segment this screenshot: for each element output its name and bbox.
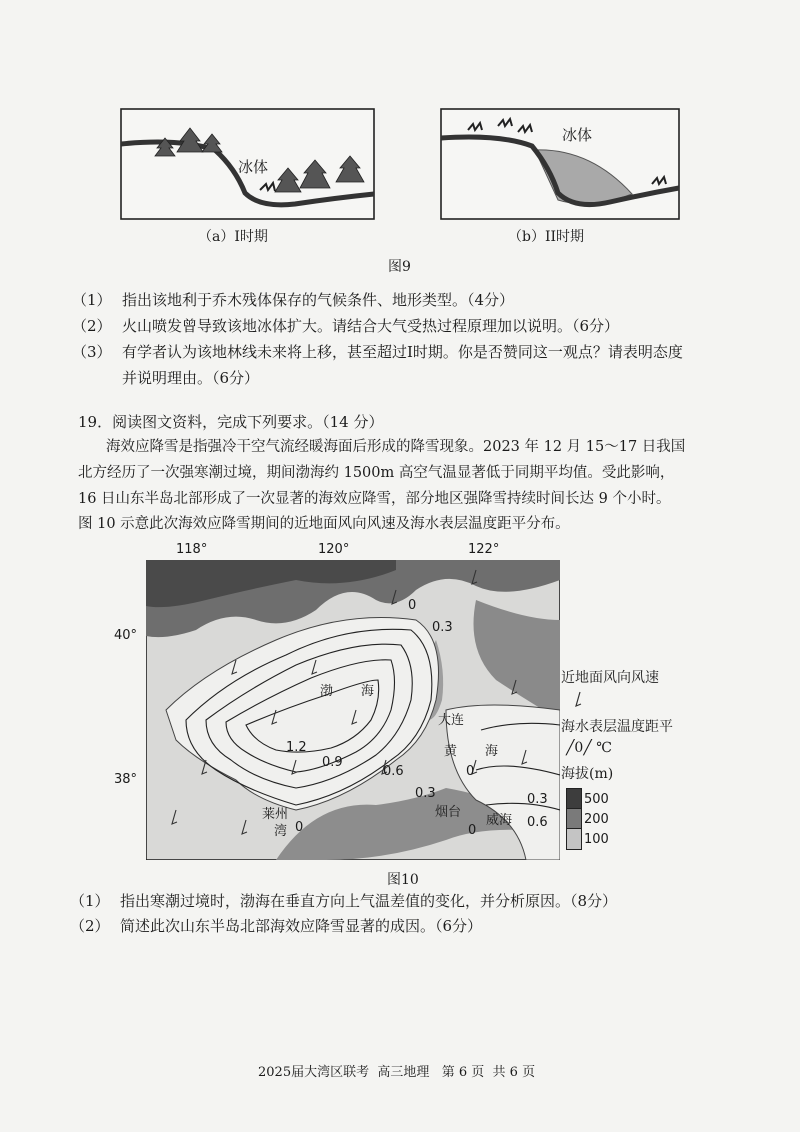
panel-b-diagram [440, 108, 680, 220]
q18-item-2-num: （2） [72, 317, 112, 335]
q18-item-1-text: 指出该地利于乔木残体保存的气候条件、地形类型。（4分） [122, 291, 515, 309]
lon-label-122: 122° [468, 542, 500, 557]
q18-item-1-num: （1） [72, 291, 112, 309]
place-laizhou: 莱州 [262, 807, 289, 822]
place-bo: 渤 [320, 684, 334, 699]
contour-label-03-east: 0.3 [527, 792, 548, 807]
figure9-panel-a [120, 108, 375, 220]
panel-a-caption: （a）I时期 [198, 229, 268, 245]
contour-label-0-yellow: 0 [466, 764, 475, 779]
q18-item-3-num: （3） [72, 343, 112, 361]
lon-label-118: 118° [176, 542, 208, 557]
contour-label-06-east: 0.6 [527, 815, 548, 830]
contour-label-09: 0.9 [322, 755, 343, 770]
figure9-title: 图9 [388, 259, 411, 275]
q19-line-4: 图 10 示意此次海效应降雪期间的近地面风向风速及海水表层温度距平分布。 [78, 516, 570, 532]
contour-label-0-north: 0 [408, 598, 417, 613]
contour-label-0-south: 0 [295, 820, 304, 835]
legend-elev-title: 海拔(m) [561, 766, 614, 782]
q19-line-3: 16 日山东半岛北部形成了一次显著的海效应降雪，部分地区强降雪持续时间长达 9 个小时。 [78, 491, 671, 507]
figure9-panel-b [440, 108, 680, 220]
place-dalian: 大连 [438, 713, 465, 728]
q19-item-1-text: 指出寒潮过境时，渤海在垂直方向上气温差值的变化，并分析原因。（8分） [120, 892, 618, 910]
legend-wind: 近地面风向风速 [561, 670, 659, 686]
figure10-title: 图10 [387, 872, 419, 888]
q19-item-1-num: （1） [70, 892, 110, 910]
lat-label-38: 38° [114, 772, 138, 787]
q19-item-2-text: 简述此次山东半岛北部海效应降雪显著的成因。（6分） [120, 917, 483, 935]
q19-line-2: 北方经历了一次强寒潮过境，期间渤海约 1500m 高空气温显著低于同期平均值。受此影响， [78, 465, 675, 481]
legend-elev-200: 200 [584, 812, 609, 827]
q19-item-2-num: （2） [70, 917, 110, 935]
legend-elev-100: 100 [584, 832, 609, 847]
page-footer: 2025届大湾区联考 高三地理 第 6 页 共 6 页 [258, 1065, 536, 1080]
panel-b-caption: （b）II时期 [508, 229, 585, 245]
panel-b-ice-label: 冰体 [562, 126, 593, 144]
q19-heading: 19．阅读图文资料，完成下列要求。（14 分） [78, 413, 384, 431]
legend-elev-500: 500 [584, 792, 609, 807]
legend-elev-swatch-200 [566, 808, 582, 830]
contour-label-0-east: 0 [468, 823, 477, 838]
q19-line-1: 海效应降雪是指强冷干空气流经暖海面后形成的降雪现象。2023 年 12 月 15～17 日我国 [106, 439, 686, 455]
contour-label-06: 0.6 [383, 764, 404, 779]
place-yantai: 烟台 [435, 805, 462, 820]
place-huang: 黄 [444, 744, 458, 759]
panel-a-ice-label: 冰体 [238, 158, 269, 176]
place-hai-2: 海 [485, 744, 499, 759]
place-hai-1: 海 [361, 684, 375, 699]
place-wan: 湾 [274, 824, 288, 839]
legend-sst-unit: ╱0╱ ℃ [566, 740, 612, 756]
place-weihai: 威海 [486, 813, 513, 828]
legend-elev-swatch-100 [566, 828, 582, 850]
q18-item-3-text: 有学者认为该地林线未来将上移，甚至超过I时期。你是否赞同这一观点？请表明态度 [122, 343, 683, 361]
legend-elev-swatch-500 [566, 788, 582, 810]
lon-label-120: 120° [318, 542, 350, 557]
lat-label-40: 40° [114, 628, 138, 643]
q18-item-2-text: 火山喷发曾导致该地冰体扩大。请结合大气受热过程原理加以说明。（6分） [122, 317, 620, 335]
q18-item-3-cont: 并说明理由。（6分） [122, 369, 260, 387]
contour-label-03-north: 0.3 [432, 620, 453, 635]
contour-label-03-south: 0.3 [415, 786, 436, 801]
contour-label-12: 1.2 [286, 740, 307, 755]
legend-sst-title: 海水表层温度距平 [561, 719, 673, 735]
legend-wind-barb-icon [572, 690, 586, 710]
